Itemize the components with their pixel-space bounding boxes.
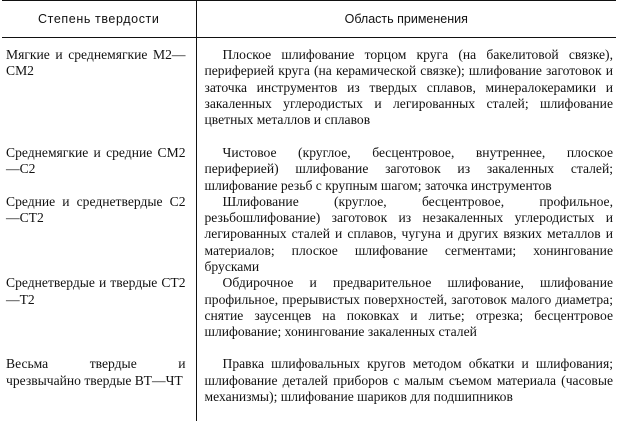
- hardness-grade-text: Весьма твердые и чрезвычайно твердые ВТ—ЧТ: [6, 356, 186, 388]
- table-header-row: [2, 1, 616, 38]
- hardness-grade-cell: [2, 275, 196, 356]
- table-row: [2, 38, 616, 146]
- hardness-grade-text: Средние и среднетвердые С2—СТ2: [6, 193, 186, 226]
- application-cell: Чистовое (круглое, бесцентровое, внутреннее, плоское периферией) шлифование заготовок из закаленных сталей; шлифование резьб с крупным шагом; заточка инструментов: [204, 145, 613, 193]
- table-row: [2, 145, 616, 194]
- hardness-grade-text: Среднетвердые и твердые СТ2—Т2: [6, 275, 186, 307]
- hardness-grade-text: Среднемягкие и средние СМ2—С2: [6, 145, 186, 177]
- hardness-grade-text: Мягкие и среднемягкие М2—СМ2: [6, 47, 186, 79]
- hardness-application-table: [2, 0, 616, 421]
- hardness-grade-cell: [2, 194, 196, 275]
- hardness-grade-cell: [2, 38, 196, 146]
- header-application-area: Область применения: [196, 1, 616, 38]
- application-cell: Обдирочное и предварительное шлифование, шлифование профильное, прерывистых поверхностей, заготовок малого диаметра; снятие заусенцев на поковках и литье; отрезка; бесцентровое шлифование; хонингование закаленных сталей: [204, 275, 613, 340]
- hardness-grade-cell: [2, 145, 196, 194]
- application-cell: Правка шлифовальных кругов методом обкатки и шлифования; шлифование деталей приборов с малым съемом материала (часовые механизмы); шлифование шариков для подшипников: [204, 356, 613, 404]
- table-row: [2, 275, 616, 356]
- table-row: [2, 194, 616, 275]
- header-hardness-grade: Степень твердости: [2, 1, 196, 38]
- application-cell: Шлифование (круглое, бесцентровое, профильное, резьбошлифование) заготовок из незакаленных углеродистых и легированных сталей и сплавов, чугуна и других вязких металлов и материалов; плоское шлифование сегментами; хонингование брусками: [204, 193, 613, 275]
- table-row: [2, 356, 616, 421]
- application-cell: Плоское шлифование торцом круга (на бакелитовой связке), периферией круга (на керамической связке); шлифование заготовок и заточка инструментов из твердых сплавов, минералокерамики и закаленных углеродистых и легированных сталей; шлифование цветных металлов и сплавов: [204, 47, 613, 128]
- hardness-grade-cell: [2, 356, 196, 421]
